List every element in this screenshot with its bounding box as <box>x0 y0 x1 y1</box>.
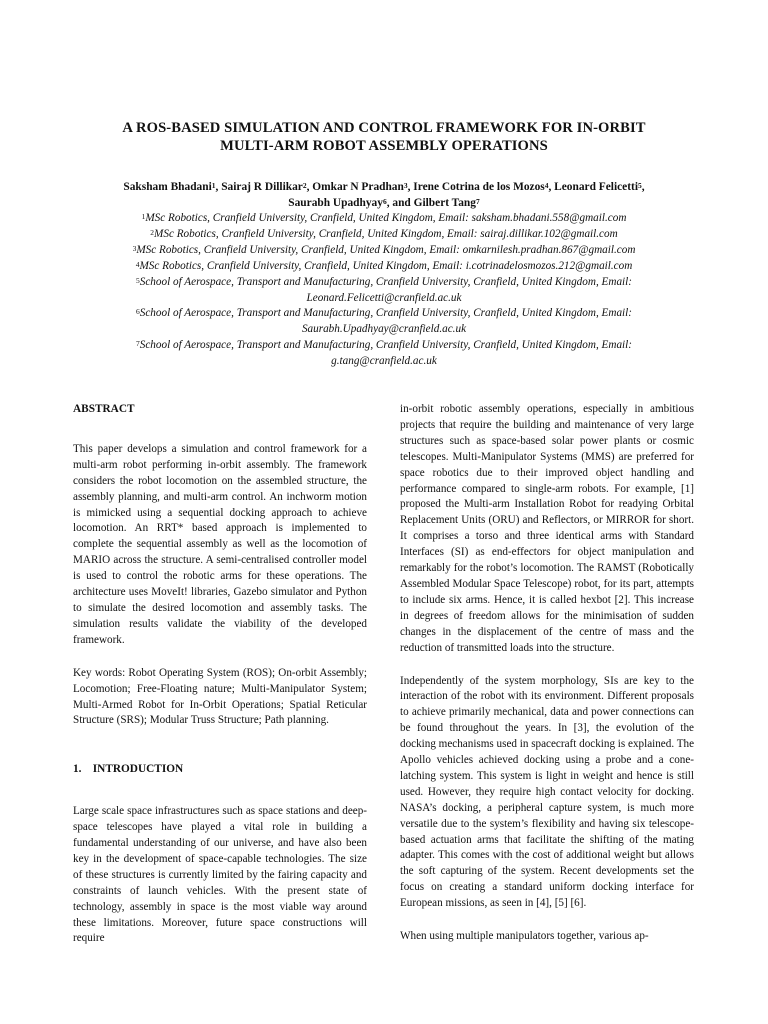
author: Leonard Felicetti$^5$ <box>554 181 642 193</box>
left-column <box>73 402 367 947</box>
title-line-1: A ROS-BASED SIMULATION AND CONTROL FRAMEWORK FOR IN-ORBIT <box>122 120 646 136</box>
affiliation-list <box>70 211 698 370</box>
body-paragraph: When using multiple manipulators together, various ap- <box>400 930 649 943</box>
affiliation: $^5$School of Aerospace, Transport and Manufacturing, Cranfield University, Cranfield, United Kingdom, Email: <box>136 275 632 288</box>
author: Saksham Bhadani$^1$ <box>123 181 216 193</box>
author: Saurabh Upadhyay$^6$ <box>288 196 387 209</box>
affiliation: $^4$MSc Robotics, Cranfield University, Cranfield, United Kingdom, Email: i.cotrinadelosmozos.212@gmail.com <box>135 259 633 272</box>
paper-title <box>60 119 708 155</box>
author-list: Saksham Bhadani$^1$, Sairaj R Dillikar$^2$, Omkar N Pradhan$^3$, Irene Cotrina de los Mozos$^4$, Leonard Felicetti$^5$, Saurabh Upadhyay$^6$, and Gilbert Tang$^7$ <box>123 181 645 209</box>
title-line-2: MULTI-ARM ROBOT ASSEMBLY OPERATIONS <box>220 138 548 154</box>
author: Gilbert Tang$^7$ <box>413 196 480 209</box>
abstract-text: This paper develops a simulation and control framework for a multi-arm robot performing in-orbit assembly. The framework considers the robot locomotion on the assembled structure, the assembly planning, and multi-arm control. An inchworm motion is mimicked using a sequential docking approach to achieve locomotion. An RRT* based approach is implemented to complete the sequential assembly as well as the locomotion of MARIO across the structure. A semi-centralised controller model is used to control the robotic arms for these operations. The architecture uses MoveIt! libraries, Gazebo simulator and Python to simulate the desired locomotion and assembly tasks. The simulation results validate the viability of the developed framework. <box>73 442 367 646</box>
author: Omkar N Pradhan$^3$ <box>312 181 408 193</box>
affiliation: $^1$MSc Robotics, Cranfield University, Cranfield, United Kingdom, Email: saksham.bhadani.558@gmail.com <box>141 212 627 224</box>
author: Irene Cotrina de los Mozos$^4$ <box>413 181 549 193</box>
author: Sairaj R Dillikar$^2$ <box>221 181 307 193</box>
keywords: Key words: Robot Operating System (ROS); On-orbit Assembly; Locomotion; Free-Floating nature; Multi-Manipulator System; Multi-Armed Robot for In-Orbit Operations; Spatial Reticular Structure (SRS); Modular Truss Structure; Path planning. <box>73 666 367 727</box>
affiliation-email: g.tang@cranfield.ac.uk <box>331 355 437 368</box>
affiliation: $^6$School of Aerospace, Transport and Manufacturing, Cranfield University, Cranfield, United Kingdom, Email: <box>136 307 632 320</box>
affiliation: $^7$School of Aerospace, Transport and Manufacturing, Cranfield University, Cranfield, United Kingdom, Email: <box>136 339 632 352</box>
right-column <box>400 402 694 945</box>
abstract-heading: ABSTRACT <box>73 403 135 415</box>
affiliation: $^2$MSc Robotics, Cranfield University, Cranfield, United Kingdom, Email: sairaj.dillikar.102@gmail.com <box>150 227 618 240</box>
affiliation: $^3$MSc Robotics, Cranfield University, Cranfield, United Kingdom, Email: omkarnilesh.pradhan.867@gmail.com <box>132 243 636 256</box>
introduction-heading: 1. INTRODUCTION <box>73 763 184 776</box>
body-paragraph: in-orbit robotic assembly operations, especially in ambitious projects that require the building and maintenance of very large structures such as space-based solar power plants or cosmic telescopes. Multi-Manipulator Systems (MMS) are preferred for space robotics due to their improved object handling and performance compared to single-arm robots. For example, [1] proposed the Multi-arm Installation Robot for readying Orbital Replacement Units (ORU) and Reflectors, or MIRROR for short. It comprises a torso and three identical arms with Standard Interfaces (SI) as end-effectors for object manipulation and remarkably for the robot’s locomotion. The RAMST (Robotically Assembled Modular Space Telescope) robot, for its part, attempts to include six arms. Hence, it is called hexbot [2]. This increase in degrees of freedom allows for the minimisation of sudden changes in the displacement of the centre of mass and the reduction of transmitted loads into the structure. <box>400 403 694 654</box>
affiliation-email: Saurabh.Upadhyay@cranfield.ac.uk <box>301 323 467 336</box>
body-paragraph: Independently of the system morphology, SIs are key to the interaction of the robot with its environment. Different proposals to achieve primarily mechanical, data and power connections can be found throughout the years. In [3], the evolution of the docking mechanisms used in spacecraft docking is explained. The Apollo vehicles achieved docking using a probe and a cone-latching system. This system is light in weight and hence is still used. However, they require high contact velocity for docking. NASA’s docking, a peripheral capture system, is much more versatile due to the system’s flexibility and having six telescope-based actuation arms that facilitate the shifting of the mating adapter. This comes with the cost of additional weight but allows the soft capturing of the system. Recent developments set the focus on creating a standard uniform docking interface for European missions, as seen in [4], [5] [6]. <box>400 674 695 910</box>
introduction-paragraph: Large scale space infrastructures such as space stations and deep-space telescopes have played a vital role in building a fundamental understanding of our universe, and have also been key in the development of space-capable technologies. The size of these structures is currently limited by the fairing capacity and constraints of launch vehicles. With the present state of technology, assembly in space is the most viable way around these limitations. Moreover, future space constructions will require <box>73 805 367 945</box>
affiliation-email: Leonard.Felicetti@cranfield.ac.uk <box>306 291 462 304</box>
